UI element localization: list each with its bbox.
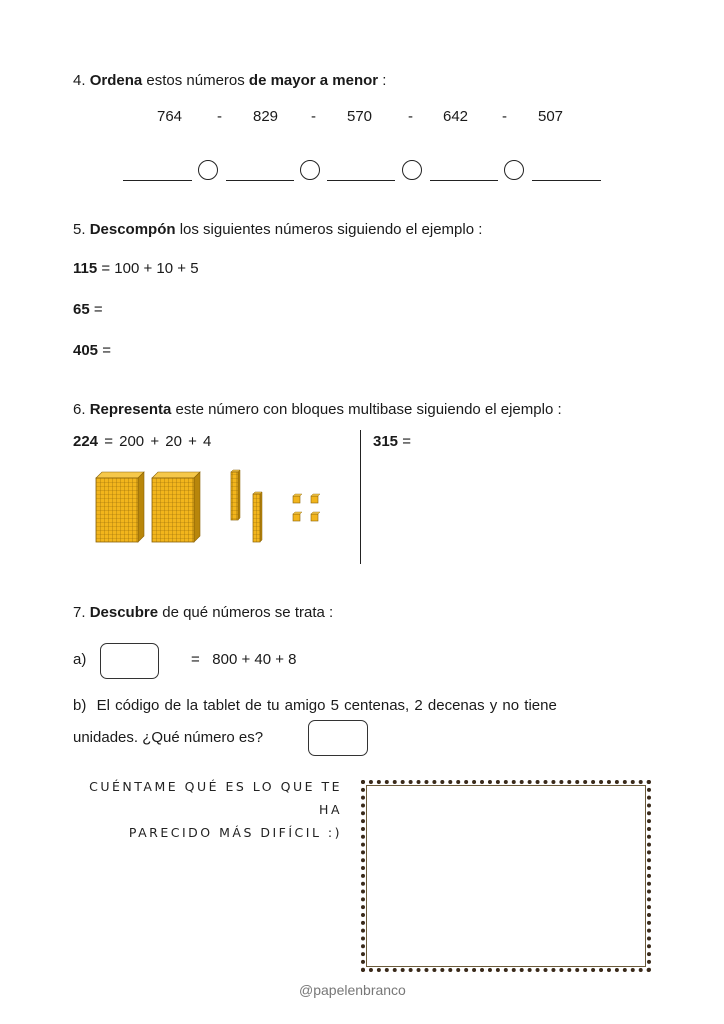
ex4-number-item: 764 xyxy=(157,108,183,125)
ten-rod-icon xyxy=(253,492,262,542)
ex4-separator: - xyxy=(502,108,507,125)
ex4-tail: : xyxy=(378,72,387,89)
comparison-circle[interactable] xyxy=(504,160,524,180)
answer-blank[interactable] xyxy=(430,180,498,181)
base-ten-blocks-illustration xyxy=(92,466,342,546)
ex4-number-item: 642 xyxy=(443,108,469,125)
ex7-a-answer-box[interactable] xyxy=(100,643,159,679)
ex4-bold-order: de mayor a menor xyxy=(248,72,379,89)
ex6-task-equals: = xyxy=(398,433,411,450)
ex5-question-2[interactable] xyxy=(73,342,111,359)
ten-rod-icon xyxy=(231,470,240,520)
ex6-example xyxy=(73,433,211,450)
ex5-q1-equals: = xyxy=(89,301,103,318)
ex6-example-decomposition: = 200 + 20 + 4 xyxy=(98,433,212,450)
ex6-number: 6. xyxy=(73,401,86,418)
ex4-bold-ordena: Ordena xyxy=(89,72,143,89)
answer-blank[interactable] xyxy=(226,180,294,181)
unit-cube-icon xyxy=(293,512,302,521)
ex7-a-label: a) xyxy=(73,651,87,668)
feedback-line-1: CUÉNTAME QUÉ ES LO QUE TE HA xyxy=(89,779,342,817)
ex6-heading xyxy=(73,401,562,418)
ex5-heading xyxy=(73,221,482,238)
ex7-heading xyxy=(73,604,333,621)
ex5-example xyxy=(73,260,199,277)
ex4-separator: - xyxy=(311,108,316,125)
ex5-question-1[interactable] xyxy=(73,301,103,318)
ex4-separator: - xyxy=(408,108,413,125)
ex5-example-number: 115 xyxy=(73,260,98,277)
ex7-number: 7. xyxy=(73,604,86,621)
unit-cube-icon xyxy=(293,494,302,503)
feedback-line-2: PARECIDO MÁS DIFÍCIL :) xyxy=(128,825,342,840)
ex5-q2-number: 405 xyxy=(73,342,99,359)
answer-blank[interactable] xyxy=(123,180,192,181)
ex7-bold: Descubre xyxy=(89,604,159,621)
ex4-number: 4. xyxy=(73,72,86,89)
comparison-circle[interactable] xyxy=(198,160,218,180)
comparison-circle[interactable] xyxy=(402,160,422,180)
ex7-b-line1: b) El código de la tablet de tu amigo 5 centenas, 2 decenas y no tiene xyxy=(73,697,557,714)
feedback-prompt xyxy=(60,775,342,844)
ex4-number-item: 570 xyxy=(347,108,373,125)
ex6-example-number: 224 xyxy=(73,433,99,450)
ex5-q1-number: 65 xyxy=(73,301,90,318)
footer-credit: @papelenbranco xyxy=(299,982,406,998)
ex5-tail: los siguientes números siguiendo el ejemplo : xyxy=(175,221,483,238)
hundred-block-icon xyxy=(152,472,200,542)
hundred-block-icon xyxy=(96,472,144,542)
answer-blank[interactable] xyxy=(327,180,395,181)
unit-cube-icon xyxy=(311,512,320,521)
comparison-circle[interactable] xyxy=(300,160,320,180)
answer-blank[interactable] xyxy=(532,180,601,181)
unit-cube-icon xyxy=(311,494,320,503)
ex5-example-decomposition: = 100 + 10 + 5 xyxy=(97,260,199,277)
feedback-frame-inner xyxy=(366,785,646,967)
ex5-bold: Descompón xyxy=(89,221,176,238)
feedback-answer-frame[interactable] xyxy=(361,780,651,972)
ex4-heading xyxy=(73,72,386,89)
ex7-b-line2: unidades. ¿Qué número es? xyxy=(73,729,264,746)
ex4-number-item: 507 xyxy=(538,108,564,125)
ex4-number-item: 829 xyxy=(253,108,279,125)
ex6-task-number: 315 xyxy=(373,433,399,450)
ex4-separator: - xyxy=(217,108,222,125)
ex6-bold: Representa xyxy=(89,401,172,418)
ex4-mid: estos números xyxy=(142,72,249,89)
ex6-task[interactable] xyxy=(373,433,411,450)
ex6-tail: este número con bloques multibase siguiendo el ejemplo : xyxy=(171,401,562,418)
ex5-number: 5. xyxy=(73,221,86,238)
ex5-q2-equals: = xyxy=(98,342,111,359)
ex7-a-expression: = 800 + 40 + 8 xyxy=(191,651,297,668)
ex6-divider xyxy=(360,430,361,564)
ex7-tail: de qué números se trata : xyxy=(158,604,334,621)
ex7-b-answer-box[interactable] xyxy=(308,720,368,756)
